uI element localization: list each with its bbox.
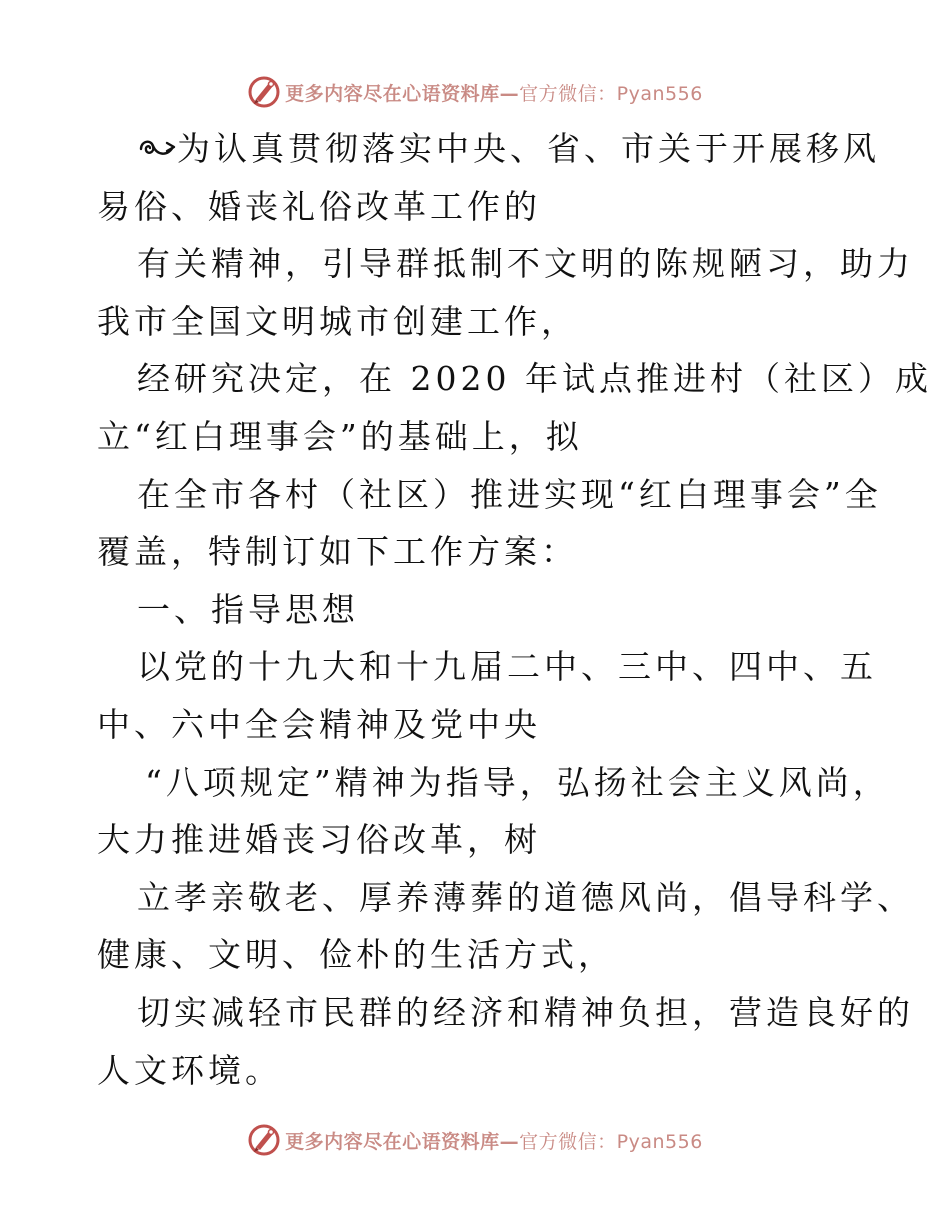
- body-line: 有关精神，引导群抵制不文明的陈规陋习，助力: [137, 244, 914, 284]
- body-line: “八项规定”精神为指导，弘扬社会主义风尚，: [145, 762, 890, 802]
- header-banner-inner: [247, 75, 703, 109]
- body-line: 切实减轻市民群的经济和精神负担，营造良好的: [137, 992, 914, 1032]
- document-body: [97, 120, 932, 1099]
- body-line-text: 为认真贯彻落实中央、省、市关于开展移风: [177, 129, 880, 168]
- footer-banner: [0, 1120, 950, 1160]
- footer-banner-inner: [247, 1123, 703, 1157]
- body-line: 中、六中全会精神及党中央: [97, 704, 541, 744]
- body-line: 人文环境。: [97, 1050, 282, 1090]
- pen-circle-logo-icon: [247, 75, 281, 109]
- body-line: 以党的十九大和十九届二中、三中、四中、五: [137, 647, 877, 687]
- body-line: 立“红白理事会”的基础上，拟: [97, 416, 583, 456]
- footer-banner-wechat: 官方微信：Pyan556: [519, 1130, 703, 1153]
- header-banner-text: [285, 79, 703, 106]
- body-line: 健康、文明、俭朴的生活方式，: [97, 935, 615, 975]
- section-heading: 一、指导思想: [137, 589, 359, 629]
- body-line: 大力推进婚丧习俗改革，树: [97, 820, 541, 860]
- header-banner-title: 更多内容尽在心语资料库—: [285, 82, 520, 105]
- body-line: 覆盖，特制订如下工作方案：: [97, 532, 578, 572]
- footer-banner-title: 更多内容尽在心语资料库—: [285, 1130, 520, 1153]
- header-banner-wechat: 官方微信：Pyan556: [519, 82, 703, 105]
- header-banner: [0, 72, 950, 112]
- body-line: 在全市各村（社区）推进实现“红白理事会”全: [137, 474, 882, 514]
- body-line: 我市全国文明城市创建工作，: [97, 301, 578, 341]
- body-line: [97, 120, 880, 178]
- pen-circle-logo-icon: [247, 1123, 281, 1157]
- swirl-ornament-icon: [137, 133, 177, 163]
- footer-banner-text: [285, 1127, 703, 1154]
- body-line: 立孝亲敬老、厚养薄葬的道德风尚，倡导科学、: [137, 877, 914, 917]
- body-line: 经研究决定，在 2020 年试点推进村（社区）成: [137, 359, 932, 399]
- body-line: 易俗、婚丧礼俗改革工作的: [97, 186, 541, 226]
